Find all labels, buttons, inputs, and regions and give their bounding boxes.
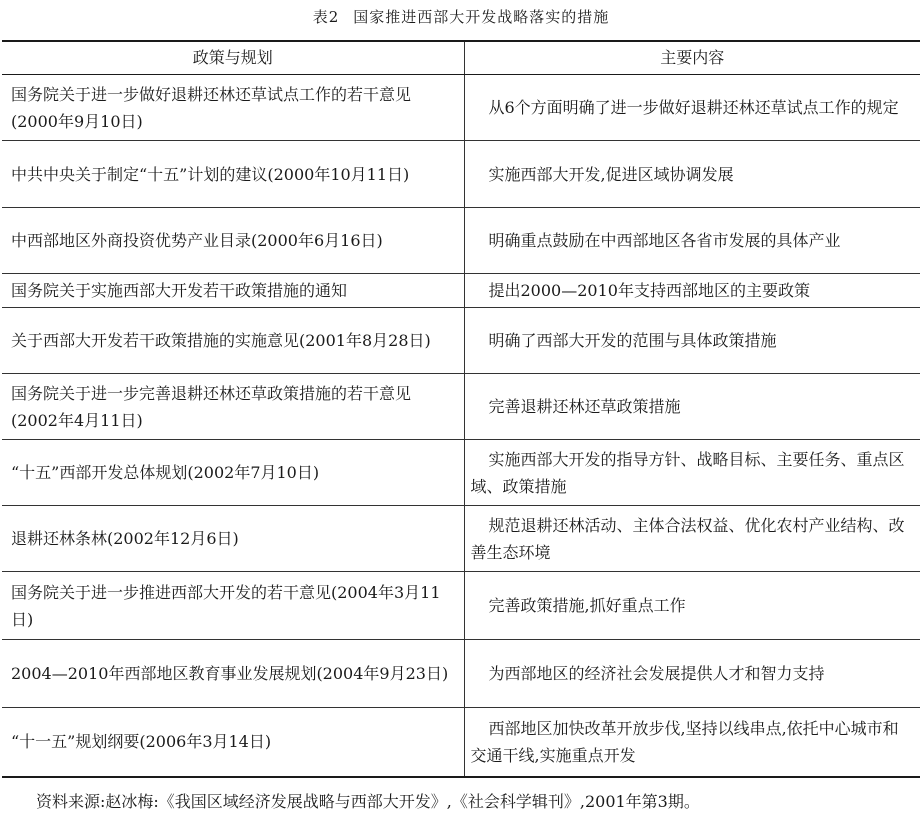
policy-table [2, 40, 920, 778]
policy-cell: 关于西部大开发若干政策措施的实施意见(2001年8月28日) [2, 308, 464, 374]
content-cell: 明确重点鼓励在中西部地区各省市发展的具体产业 [464, 208, 920, 274]
table-row [2, 506, 920, 572]
policy-cell: “十一五”规划纲要(2006年3月14日) [2, 708, 464, 777]
table-row [2, 141, 920, 208]
table-row [2, 208, 920, 274]
content-cell: 规范退耕还林活动、主体合法权益、优化农村产业结构、改善生态环境 [464, 506, 920, 572]
content-cell: 明确了西部大开发的范围与具体政策措施 [464, 308, 920, 374]
table-row [2, 75, 920, 141]
content-cell: 完善退耕还林还草政策措施 [464, 374, 920, 440]
content-cell: 实施西部大开发,促进区域协调发展 [464, 141, 920, 208]
table-row [2, 708, 920, 777]
content-cell: 提出2000—2010年支持西部地区的主要政策 [464, 274, 920, 308]
policy-cell: 中西部地区外商投资优势产业目录(2000年6月16日) [2, 208, 464, 274]
source-note: 资料来源:赵冰梅:《我国区域经济发展战略与西部大开发》,《社会科学辑刊》,2001年第3期。 [36, 792, 700, 811]
header-row [2, 41, 920, 75]
table-title: 国家推进西部大开发战略落实的措施 [353, 8, 610, 26]
content-cell: 西部地区加快改革开放步伐,坚持以线串点,依托中心城市和交通干线,实施重点开发 [464, 708, 920, 777]
column-header-content: 主要内容 [464, 41, 920, 75]
table-caption [0, 6, 922, 28]
table-row [2, 274, 920, 308]
table-row [2, 640, 920, 708]
content-cell: 实施西部大开发的指导方针、战略目标、主要任务、重点区域、政策措施 [464, 440, 920, 506]
policy-cell: 国务院关于进一步推进西部大开发的若干意见(2004年3月11日) [2, 572, 464, 640]
table-number: 表2 [312, 8, 340, 26]
policy-cell: “十五”西部开发总体规划(2002年7月10日) [2, 440, 464, 506]
content-cell: 从6个方面明确了进一步做好退耕还林还草试点工作的规定 [464, 75, 920, 141]
policy-cell: 国务院关于进一步完善退耕还林还草政策措施的若干意见(2002年4月11日) [2, 374, 464, 440]
content-cell: 为西部地区的经济社会发展提供人才和智力支持 [464, 640, 920, 708]
table-row [2, 572, 920, 640]
table-row [2, 308, 920, 374]
table-row [2, 440, 920, 506]
policy-cell: 国务院关于实施西部大开发若干政策措施的通知 [2, 274, 464, 308]
policy-cell: 中共中央关于制定“十五”计划的建议(2000年10月11日) [2, 141, 464, 208]
table-row [2, 374, 920, 440]
column-header-policy: 政策与规划 [2, 41, 464, 75]
content-cell: 完善政策措施,抓好重点工作 [464, 572, 920, 640]
policy-cell: 2004—2010年西部地区教育事业发展规划(2004年9月23日) [2, 640, 464, 708]
policy-cell: 国务院关于进一步做好退耕还林还草试点工作的若干意见(2000年9月10日) [2, 75, 464, 141]
policy-cell: 退耕还林条林(2002年12月6日) [2, 506, 464, 572]
